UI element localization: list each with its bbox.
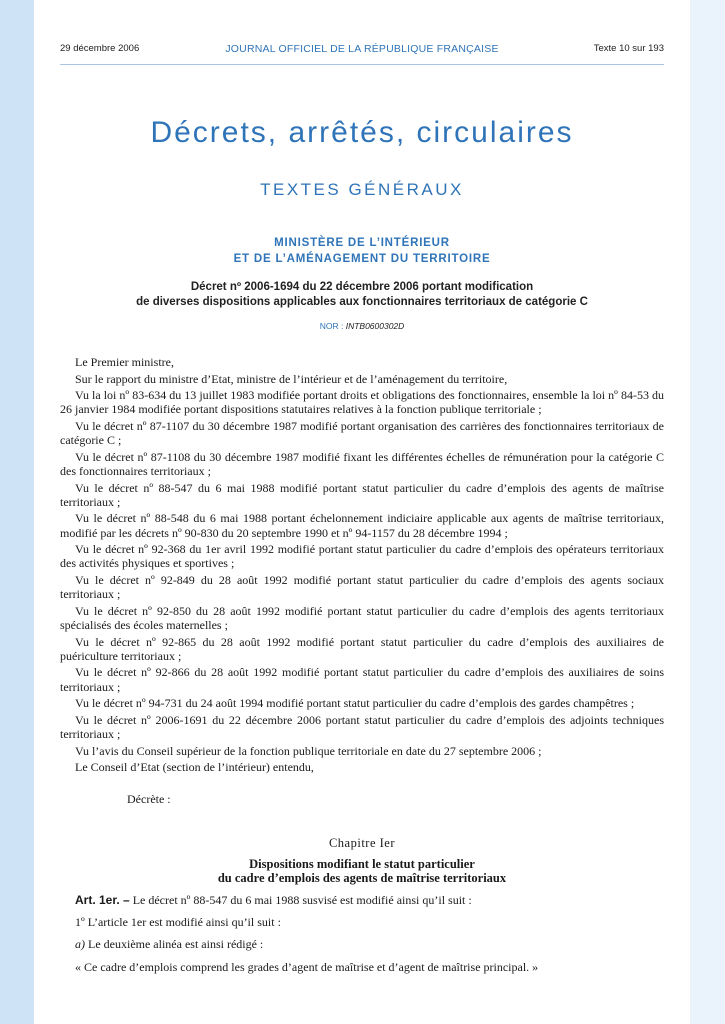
decree-title bbox=[60, 280, 664, 310]
chapter-heading-line-2: du cadre d’emplois des agents de maîtrise territoriaux bbox=[217, 871, 507, 885]
section-title: TEXTES GÉNÉRAUX bbox=[260, 180, 464, 199]
preamble-paragraph: Vu le décret nº 92-368 du 1er avril 1992 modifié portant statut particulier du cadre d’emplois des opérateurs territoriaux des activités physiques et sportives ; bbox=[60, 542, 664, 571]
chapter-label: Chapitre Ier bbox=[328, 836, 396, 850]
header-divider bbox=[60, 64, 664, 65]
item-a-marker: a) bbox=[75, 937, 85, 952]
article-item-1: 1º L’article 1er est modifié ainsi qu’il suit : bbox=[75, 915, 281, 930]
nor-label: NOR : bbox=[319, 321, 344, 331]
preamble-paragraph: Vu le décret nº 92-850 du 28 août 1992 modifié portant statut particulier du cadre d’emplois des agents territoriaux spécialisés des écoles maternelles ; bbox=[60, 603, 664, 632]
left-margin-band bbox=[0, 0, 34, 1024]
preamble-paragraph: Vu le décret nº 92-866 du 28 août 1992 modifié portant statut particulier du cadre d’emplois des auxiliaires de soins territoriaux ; bbox=[60, 665, 664, 694]
main-title: Décrets, arrêtés, circulaires bbox=[150, 116, 574, 149]
ministry-heading bbox=[60, 235, 664, 267]
preamble-paragraph: Le Premier ministre, bbox=[75, 355, 174, 369]
decrete-statement: Décrète : bbox=[127, 792, 171, 807]
nor-value: INTB0600302D bbox=[345, 321, 405, 331]
page-header bbox=[60, 43, 664, 57]
preamble-paragraph: Le Conseil d’Etat (section de l’intérieur) entendu, bbox=[75, 760, 314, 775]
article-quote: « Ce cadre d’emplois comprend les grades d’agent de maîtrise et d’agent de maîtrise principal. » bbox=[75, 959, 539, 974]
article-1 bbox=[60, 893, 664, 982]
document-page bbox=[60, 0, 664, 1024]
header-journal-title: JOURNAL OFFICIEL DE LA RÉPUBLIQUE FRANÇAISE bbox=[225, 43, 499, 55]
preamble bbox=[60, 355, 664, 809]
decree-title-line-2: de diverses dispositions applicables aux fonctionnaires territoriaux de catégorie C bbox=[136, 296, 588, 308]
nor-reference bbox=[60, 321, 664, 331]
header-date: 29 décembre 2006 bbox=[60, 43, 140, 54]
item-a-text: Le deuxième alinéa est ainsi rédigé : bbox=[88, 937, 264, 952]
preamble-paragraph: Vu le décret nº 2006-1691 du 22 décembre 2006 portant statut particulier du cadre d’emplois des adjoints techniques territoriaux ; bbox=[60, 712, 664, 741]
preamble-paragraph: Sur le rapport du ministre d’Etat, ministre de l’intérieur et de l’aménagement du territoire, bbox=[75, 371, 508, 386]
article-label: Art. 1er. – bbox=[75, 893, 130, 907]
chapter-heading-line-1: Dispositions modifiant le statut particulier bbox=[249, 857, 475, 871]
decree-title-line-1: Décret nº 2006-1694 du 22 décembre 2006 portant modification bbox=[190, 281, 534, 293]
ministry-line-1: MINISTÈRE DE L’INTÉRIEUR bbox=[274, 237, 450, 249]
article-intro-text: Le décret nº 88-547 du 6 mai 1988 susvisé est modifié ainsi qu’il suit : bbox=[132, 893, 472, 907]
chapter-heading bbox=[60, 857, 664, 885]
article-item-a bbox=[60, 937, 664, 951]
preamble-paragraph: Vu le décret nº 87-1108 du 30 décembre 1987 modifié fixant les différentes échelles de rémunération pour la catégorie C des fonctionnaires territoriaux ; bbox=[60, 449, 664, 478]
right-margin-band bbox=[690, 0, 725, 1024]
article-intro-paragraph bbox=[60, 893, 664, 907]
preamble-paragraph: Vu le décret nº 94-731 du 24 août 1994 modifié portant statut particulier du cadre d’emplois des gardes champêtres ; bbox=[75, 696, 635, 711]
ministry-line-2: ET DE L’AMÉNAGEMENT DU TERRITOIRE bbox=[233, 253, 491, 265]
preamble-paragraph: Vu le décret nº 88-547 du 6 mai 1988 modifié portant statut particulier du cadre d’emplois des agents de maîtrise territoriaux ; bbox=[60, 480, 664, 509]
preamble-paragraph: Vu le décret nº 92-865 du 28 août 1992 modifié portant statut particulier du cadre d’emplois des auxiliaires de puériculture territoriaux ; bbox=[60, 634, 664, 663]
header-page-reference: Texte 10 sur 193 bbox=[593, 43, 664, 54]
preamble-paragraph: Vu le décret nº 88-548 du 6 mai 1988 portant échelonnement indiciaire applicable aux agents de maîtrise territoriaux, modifié par les décrets nº 90-830 du 20 septembre 1990 et nº 94-1157 du 28 décembre 1994 ; bbox=[60, 511, 664, 540]
preamble-paragraph: Vu le décret nº 87-1107 du 30 décembre 1987 modifié portant organisation des carrières des fonctionnaires territoriaux de catégorie C ; bbox=[60, 418, 664, 448]
preamble-paragraph: Vu l’avis du Conseil supérieur de la fonction publique territoriale en date du 27 septembre 2006 ; bbox=[75, 743, 542, 758]
preamble-paragraph: Vu la loi nº 83-634 du 13 juillet 1983 modifiée portant droits et obligations des fonctionnaires, ensemble la loi nº 84-53 du 26 janvier 1984 modifiée portant dispositions statutaires relatives à la fonction publique territoriale ; bbox=[60, 388, 664, 417]
preamble-paragraph: Vu le décret nº 92-849 du 28 août 1992 modifié portant statut particulier du cadre d’emplois des agents sociaux territoriaux ; bbox=[60, 572, 664, 602]
